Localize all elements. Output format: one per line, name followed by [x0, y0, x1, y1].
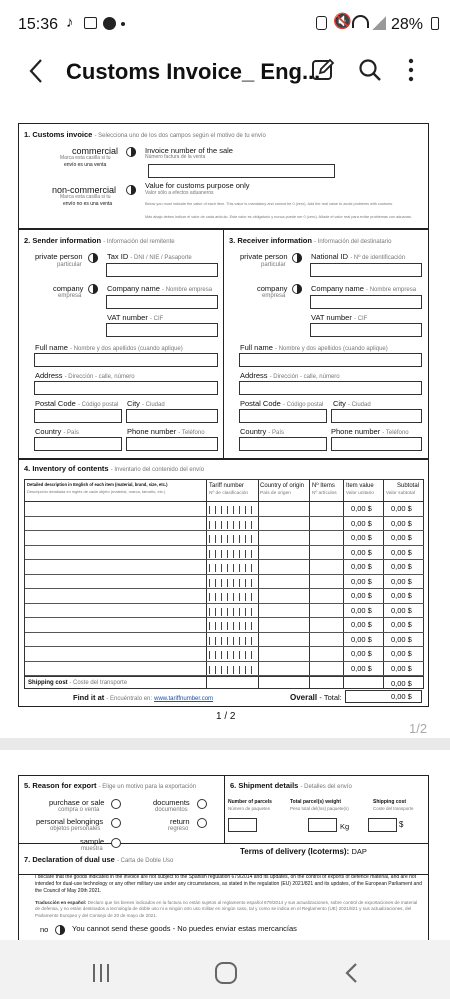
app-notification-icon: [103, 17, 116, 30]
item-value[interactable]: 0,00 $: [351, 533, 372, 542]
table-row[interactable]: [25, 618, 424, 633]
receiver-postal-field[interactable]: [239, 409, 327, 423]
tariff-digit-boxes[interactable]: [209, 564, 256, 572]
tiktok-icon: ♪: [66, 14, 74, 31]
table-row[interactable]: [25, 604, 424, 619]
signal-icon: [372, 16, 386, 30]
item-value[interactable]: 0,00 $: [351, 576, 372, 586]
item-value[interactable]: 0,00 $: [351, 504, 372, 513]
dual-use-declaration: I declare that the goods indicated in the invoice are not subject to the Spanish regulation 679/2014 and its updates, on the control of exports of defence material, and are not intended for dual-use technology or any other military use under any circumstances, as stated in the regulation (EU) 2021/821 and its updates, of the European Parliament and the Council of May 20th 2021.: [35, 874, 422, 894]
mute-icon: 🔇: [333, 13, 352, 30]
tariff-digit-boxes[interactable]: [209, 622, 256, 630]
pdf-viewer[interactable]: [0, 100, 450, 940]
sender-taxid-field[interactable]: [106, 263, 218, 277]
pdf-page-1: 1. Customs invoice - Selecciona uno de los dos campos según el motivo de tu envío commercial Marca esta casilla si tu envío es una venta Invoice number of the sale Número factura de la venta non-commercial Marca esta casilla si tu envío no es una venta Value for customs purpose only Valor sólo a efectos aduaneros Below you must indicate the value of each item. This value is mandatory and cannot be 0 (zero). Add the real value to avoid problems with customs. Más abajo debes indicar el valor de cada artículo. Este valor es obligatorio y nunca puede ser 0 (cero). Añade el valor real para evitar problemas con aduanas. 2. Sender information - Información del remitente private person particular Tax ID - DNI / NIE / Pasaporte company empresa Company name - Nombre empresa VAT number - CIF Full name - Nombre y dos apellidos (cuando aplique) Address - Dirección - calle, número Postal Code - Código postal City - Ciudad Country - País Phone number - Teléfono 3. Receiver information - Información del destinatario private person particular National ID - Nº de identificación company empresa Company name - Nombre empresa VAT number - CIF Full name - Nombre y dos apellidos (cuando aplique) Address - Dirección - calle, número Postal Code - Código postal City - Ciudad Country - País Phone number - Teléfono 4. Inventory of contents - Inventario del contenido del envío Detailed description in English of each item (material, brand, size, etc.) Descripción detallada en inglés de cada objeto (material, marca, tamaño, etc.) Tariff number Nº de clasificación Country of origin País de origen Nº Items Nº artículos Item value Valor unitario Subtotal Valor subtotal 0,00 $ 0,00 $ 0,00 $ 0,00 $ 0,00 $ 0,00 $ 0,00 $ 0,00 $ 0,00 $ 0,00 $ 0,00 $ 0,00 $ 0,00 $ 0,00 $ 0,00 $ 0,00 $ 0,00 $ 0,00 $ 0,00 $ 0,00 $ 0,00 $ 0,00 $ 0,00 $ 0,00 $ Shipping cost - Coste del transporte 0,00 $ Find it at - Encuéntralo en: www.tariffnumber.com Overall - Total: 0,00 $ 1 / 2 1/2: [0, 100, 450, 738]
item-subtotal: 0,00 $: [391, 533, 412, 542]
edit-icon[interactable]: [311, 58, 335, 82]
item-subtotal: 0,00 $: [391, 518, 412, 528]
table-row[interactable]: [25, 546, 424, 561]
overall-total-field[interactable]: 0,00 $: [345, 690, 422, 703]
item-subtotal: 0,00 $: [391, 547, 412, 557]
commercial-label: commercial: [72, 146, 119, 156]
tariff-digit-boxes[interactable]: [209, 521, 256, 529]
item-subtotal: 0,00 $: [391, 591, 412, 600]
item-value[interactable]: 0,00 $: [351, 547, 372, 557]
reason-return-radio[interactable]: [197, 818, 207, 828]
sender-postal-field[interactable]: [34, 409, 122, 423]
receiver-country-field[interactable]: [239, 437, 327, 451]
incoterms-value: DAP: [351, 847, 367, 856]
item-subtotal: 0,00 $: [391, 663, 412, 673]
item-subtotal: 0,00 $: [391, 649, 412, 658]
reason-sale-radio[interactable]: [111, 799, 121, 809]
table-row[interactable]: [25, 531, 424, 546]
tariff-link[interactable]: www.tariffnumber.com: [154, 696, 214, 702]
item-value[interactable]: 0,00 $: [351, 591, 372, 600]
invoice-number-field[interactable]: [148, 164, 335, 178]
nav-back-icon[interactable]: [344, 962, 358, 984]
sender-city-field[interactable]: [126, 409, 218, 423]
sender-private-radio[interactable]: [88, 253, 98, 263]
receiver-company-field[interactable]: [310, 295, 422, 309]
search-icon[interactable]: [358, 58, 382, 82]
table-row[interactable]: [25, 662, 424, 677]
section6-title: 6. Shipment details: [230, 781, 299, 790]
table-row[interactable]: [25, 560, 424, 575]
weight-field[interactable]: [308, 818, 337, 832]
commercial-radio[interactable]: [126, 147, 136, 157]
parcels-field[interactable]: [228, 818, 257, 832]
item-value[interactable]: 0,00 $: [351, 663, 372, 673]
non-commercial-label: non-commercial: [52, 185, 117, 195]
document-title: Customs Invoice_ Eng...: [66, 59, 321, 84]
tariff-digit-boxes[interactable]: [209, 506, 256, 514]
dual-use-no-radio[interactable]: [55, 925, 65, 935]
receiver-vat-field[interactable]: [310, 323, 422, 337]
more-options-icon[interactable]: [408, 58, 414, 82]
more-notifications-icon: [121, 22, 125, 26]
item-subtotal: 0,00 $: [391, 605, 412, 615]
app-bar: [0, 48, 450, 98]
table-row[interactable]: [25, 633, 424, 648]
sender-company-radio[interactable]: [88, 284, 98, 294]
battery-icon: [431, 17, 439, 30]
receiver-phone-field[interactable]: [331, 437, 422, 451]
table-row[interactable]: [25, 502, 424, 517]
receiver-city-field[interactable]: [331, 409, 422, 423]
item-value[interactable]: 0,00 $: [351, 620, 372, 629]
receiver-company-radio[interactable]: [292, 284, 302, 294]
alarm-icon: [316, 16, 327, 30]
tariff-digit-boxes[interactable]: [209, 593, 256, 601]
tariff-digit-boxes[interactable]: [209, 637, 256, 645]
item-value[interactable]: 0,00 $: [351, 649, 372, 658]
dual-use-translation: Traducción en español: Declaro que los bienes indicados en la factura no están sujetos al reglamento español 679/2014 y sus actualizaciones, sobre control de exportaciones de material de defensa, y no están destinados a tecnología de doble uso ni a ningún otro uso militar en ningún caso, tal y como se indica en el Reglamento (UE) 2021/821 y sus actualizaciones, del Parlamento Europeo y del Consejo de 20 de mayo de 2021.: [35, 900, 418, 918]
tariff-digit-boxes[interactable]: [209, 535, 256, 543]
sender-phone-field[interactable]: [126, 437, 218, 451]
wifi-icon: [352, 15, 369, 28]
tariff-digit-boxes[interactable]: [209, 651, 256, 659]
table-row[interactable]: [25, 575, 424, 590]
page-footer-number: 1 / 2: [216, 711, 236, 722]
receiver-address-field[interactable]: [239, 381, 422, 395]
item-subtotal: 0,00 $: [391, 634, 412, 644]
item-value[interactable]: 0,00 $: [351, 605, 372, 615]
sender-company-field[interactable]: [106, 295, 218, 309]
sender-fullname-field[interactable]: [34, 353, 218, 367]
shipment-cost-field[interactable]: [368, 818, 397, 832]
reason-personal-radio[interactable]: [111, 818, 121, 828]
item-value[interactable]: 0,00 $: [351, 562, 372, 571]
tariff-digit-boxes[interactable]: [209, 550, 256, 558]
recent-apps-icon[interactable]: [90, 964, 112, 982]
tariff-digit-boxes[interactable]: [209, 666, 256, 674]
receiver-fullname-field[interactable]: [239, 353, 422, 367]
receiver-natid-field[interactable]: [310, 263, 422, 277]
clock: 15:36: [18, 16, 59, 33]
system-nav-bar: [0, 940, 450, 999]
sender-country-field[interactable]: [34, 437, 122, 451]
sender-address-field[interactable]: [34, 381, 218, 395]
tariff-digit-boxes[interactable]: [209, 608, 256, 616]
sender-vat-field[interactable]: [106, 323, 218, 337]
section5-title: 5. Reason for export: [24, 781, 97, 790]
item-subtotal: 0,00 $: [391, 504, 412, 513]
table-row[interactable]: [25, 517, 424, 532]
table-row[interactable]: [25, 589, 424, 604]
section4-title: 4. Inventory of contents: [24, 464, 109, 473]
section7-title: 7. Declaration of dual use: [24, 855, 115, 864]
item-subtotal: 0,00 $: [391, 620, 412, 629]
section1-title: 1. Customs invoice: [24, 130, 93, 139]
pdf-page-2: 5. Reason for export - Elige un motivo para la exportación purchase or sale compra o venta documents documentos personal belongings objetos personales return regreso sample muestra 6. Shipment details - Detalles del envío Number of parcels Número de paquetes Total parcel(s) weight Peso total del(los) paquete(s) Shipping cost Coste del transporte Kg $ Terms of delivery (Icoterms): DAP 7. Declaration of dual use - Carta de Doble Uso I declare that the goods indicated in the invoice are not subject to the Spanish regulation 679/2014 and its updates, on the control of exports of defence material, and are not intended for dual-use technology or any other military use under any circumstances, as stated in the regulation (EU) 2021/821 and its updates, of the European Parliament and the Council of May 20th 2021. Traducción en español: Declaro que los bienes indicados en la factura no están sujetos al reglamento español 679/2014 y sus actualizaciones, sobre control de exportaciones de material de defensa, y no están destinados a tecnología de doble uso ni a ningún otro uso militar en ningún caso, tal y como se indica en el Reglamento (UE) 2021/821 y sus actualizaciones, del Parlamento Europeo y del Consejo de 20 de mayo de 2021. no You cannot send these goods - No puedes enviar estas mercancías: [0, 750, 450, 940]
status-bar: [0, 0, 450, 48]
page-indicator: 1/2: [409, 721, 428, 736]
inventory-table: Detailed description in English of each item (material, brand, size, etc.) Descripción detallada en inglés de cada objeto (material, marca, tamaño, etc.) Tariff number Nº de clasificación Country of origin País de origen Nº Items Nº artículos Item value Valor unitario Subtotal Valor subtotal 0,00 $ 0,00 $ 0,00 $ 0,00 $ 0,00 $ 0,00 $ 0,00 $ 0,00 $ 0,00 $ 0,00 $ 0,00 $ 0,00 $ 0,00 $ 0,00 $ 0,00 $ 0,00 $ 0,00 $ 0,00 $ 0,00 $ 0,00 $ 0,00 $ 0,00 $ 0,00 $ 0,00 $ Shipping cost - Coste del transporte 0,00 $: [24, 479, 424, 689]
tariff-digit-boxes[interactable]: [209, 579, 256, 587]
home-icon[interactable]: [215, 962, 237, 984]
item-value[interactable]: 0,00 $: [351, 634, 372, 644]
non-commercial-radio[interactable]: [126, 185, 136, 195]
receiver-private-radio[interactable]: [292, 253, 302, 263]
reason-sample-radio[interactable]: [111, 838, 121, 848]
back-arrow-icon[interactable]: [28, 58, 44, 84]
item-value[interactable]: 0,00 $: [351, 518, 372, 528]
shipping-cost-value[interactable]: 0,00 $: [391, 679, 412, 688]
item-subtotal: 0,00 $: [391, 576, 412, 586]
gallery-icon: [84, 17, 97, 29]
table-row[interactable]: [25, 647, 424, 662]
reason-documents-radio[interactable]: [197, 799, 207, 809]
item-subtotal: 0,00 $: [391, 562, 412, 571]
battery-level: 28%: [391, 16, 424, 33]
